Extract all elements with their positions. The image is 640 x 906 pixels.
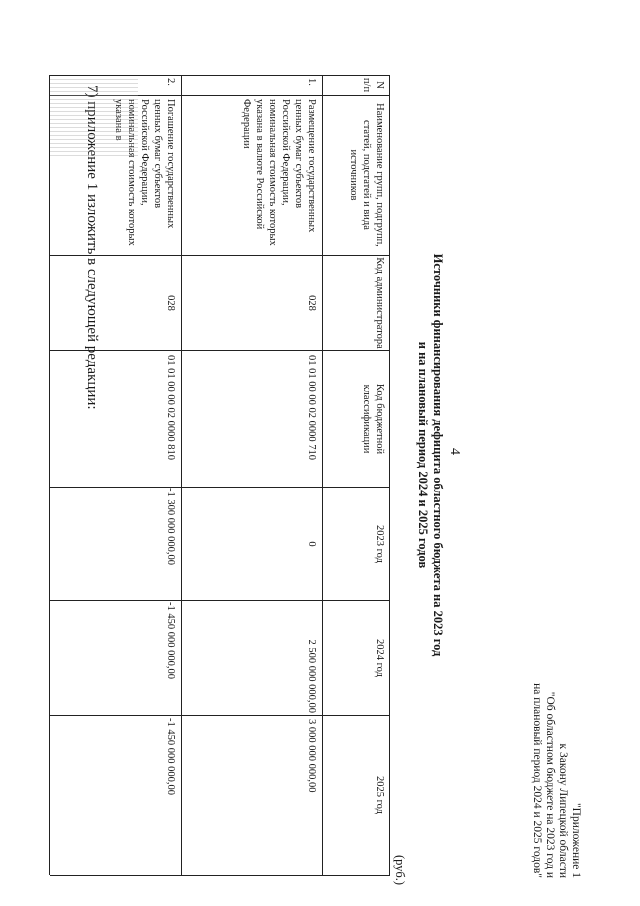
table-row-divider: [181, 75, 182, 875]
appendix-caption-line: к Закону Липецкой области: [557, 743, 569, 878]
row1-2025: 3 000 000 000,00: [306, 719, 317, 793]
table-border-left: [50, 75, 390, 76]
page-number: 4: [447, 448, 462, 455]
table-col-divider: [50, 255, 390, 256]
row2-2025: -1 450 000 000,00: [165, 718, 176, 795]
header-admin: Код администратора: [374, 257, 385, 349]
row2-n: 2.: [165, 78, 176, 86]
title-line: Источники финансирования дефицита областного бюджета на 2023 год: [431, 253, 445, 657]
table-col-divider: [50, 600, 390, 601]
appendix-caption-line: "Приложение 1: [570, 802, 582, 878]
row2-2024: -1 450 000 000,00: [165, 602, 176, 679]
row1-name: Размещение государственных ценных бумаг субъектов Российской Федерации, номинальная стоимость которых указана в валюте Российской Федерации: [241, 99, 317, 246]
sources-table: [50, 75, 390, 875]
table-border-top: [389, 75, 390, 875]
table-col-divider: [50, 350, 390, 351]
table-border-right: [50, 875, 390, 876]
table-header-divider: [322, 75, 323, 875]
faded-stamp-mark: [50, 79, 138, 157]
document-title: [415, 195, 445, 715]
row1-admin: 028: [306, 295, 317, 311]
row1-kbk: 01 01 00 00 02 0000 710: [306, 355, 317, 460]
table-col-divider: [50, 715, 390, 716]
row1-n: 1.: [306, 78, 317, 86]
table-col-divider: [50, 487, 390, 488]
appendix-caption-line: "Об областном бюджете на 2023 год и: [544, 691, 556, 878]
row2-name: Погашение государственных ценных бумаг субъектов Российской Федерации, номинальная стоимость которых указана в: [113, 99, 176, 246]
row2-kbk: 01 01 00 00 02 0000 810: [165, 355, 176, 460]
row1-2024: 2 500 000 000,00: [306, 639, 317, 713]
unit-label: (руб.): [393, 855, 407, 885]
header-n: N п/п: [361, 77, 385, 93]
instruction-text: 7) приложение 1 изложить в следующей редакции:: [84, 85, 100, 410]
row2-2023: -1 300 000 000,00: [165, 488, 176, 565]
header-name: Наименование групп, подгрупп, статей, подстатей и вида источников: [348, 103, 385, 247]
header-2023: 2023 год: [374, 525, 385, 563]
table-border-bottom: [49, 75, 50, 875]
title-line: и на плановый период 2024 и 2025 годов: [416, 341, 430, 569]
header-2024: 2024 год: [374, 639, 385, 677]
header-2025: 2025 год: [374, 776, 385, 814]
row1-2023: 0: [306, 541, 317, 547]
appendix-caption-line: на плановый период 2024 и 2025 годов": [531, 683, 543, 878]
appendix-caption: [530, 640, 582, 878]
row2-admin: 028: [165, 295, 176, 311]
header-kbk: Код бюджетной классификации: [361, 383, 385, 455]
